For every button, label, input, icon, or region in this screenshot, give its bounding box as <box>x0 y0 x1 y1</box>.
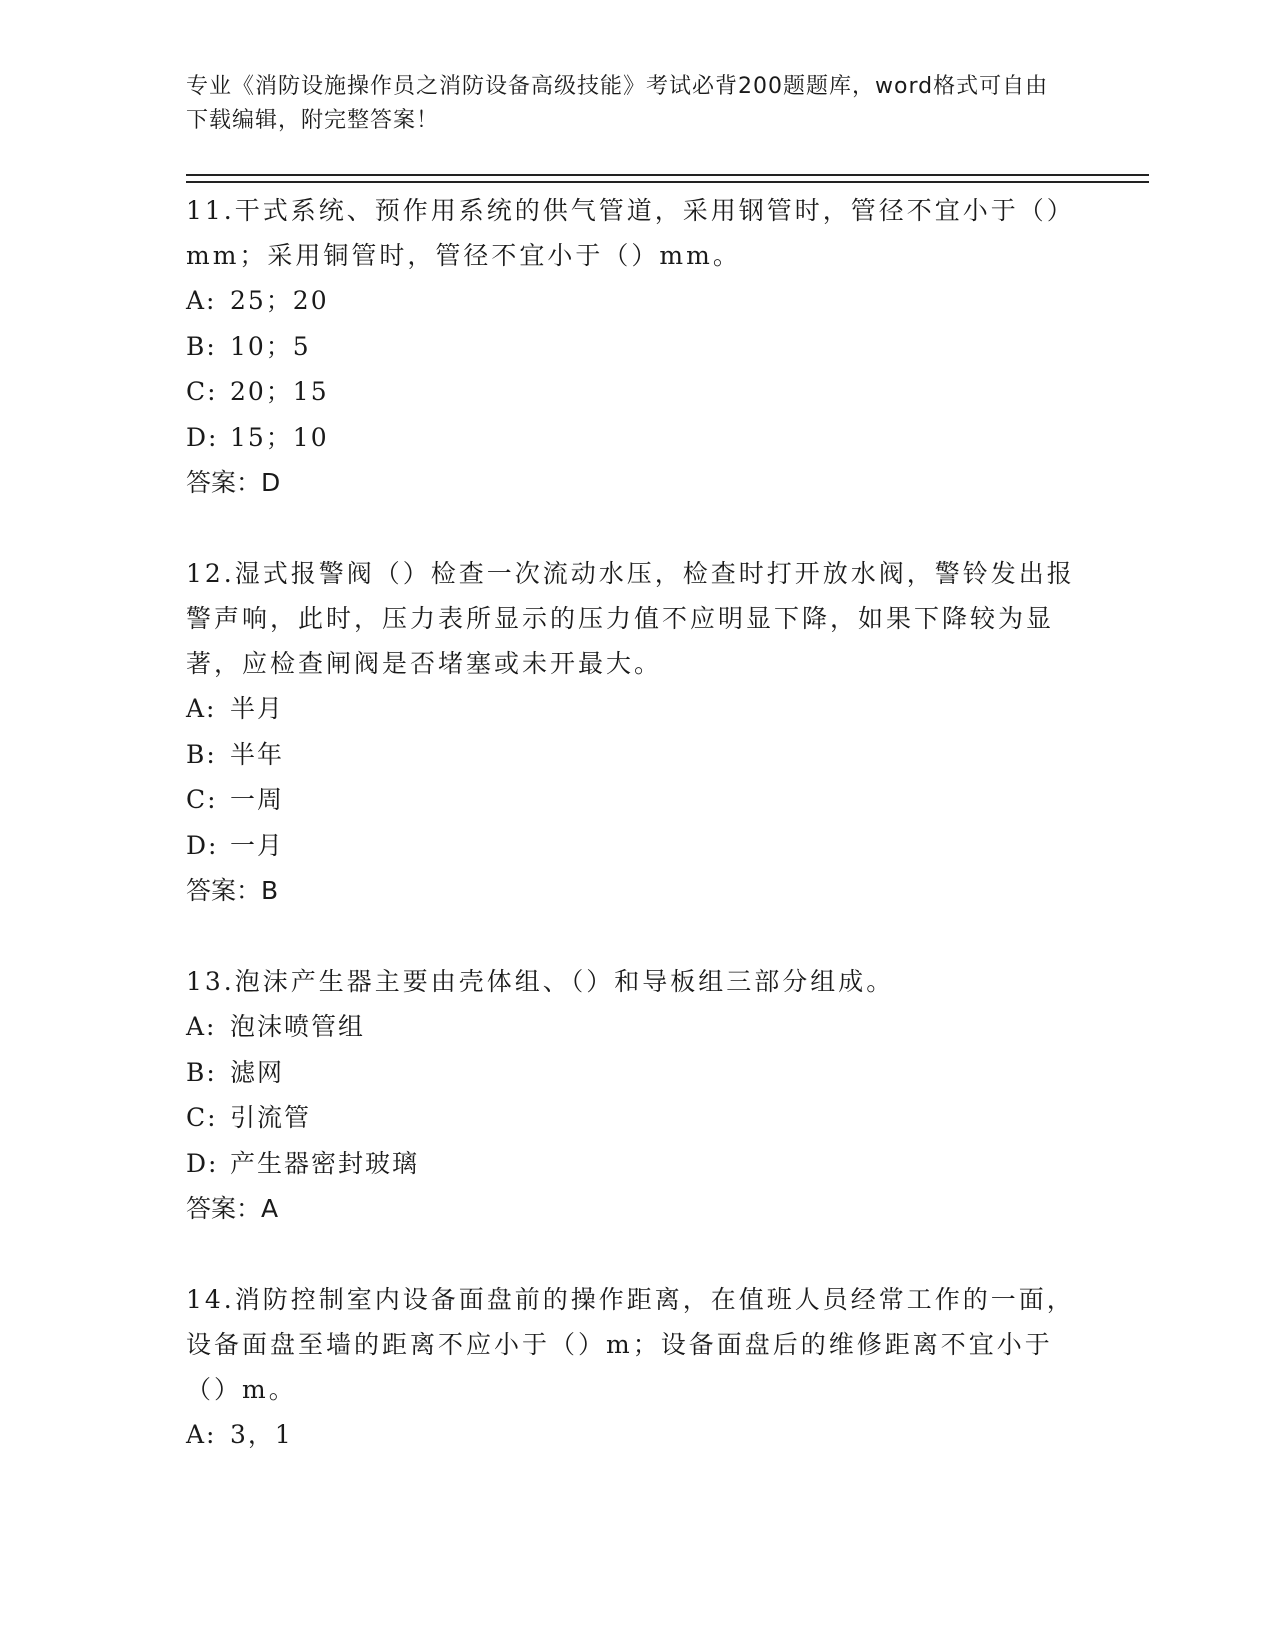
option-d <box>186 415 1086 461</box>
option-text: 一月 <box>230 830 285 860</box>
option-text: 3，1 <box>230 1420 293 1449</box>
question-stem: 11.干式系统、预作用系统的供气管道，采用钢管时，管径不宜小于（）mm；采用铜管时，管径不宜小于（）mm。 <box>186 196 1075 270</box>
option-key: B: <box>186 1057 217 1087</box>
question-12 <box>186 551 1086 913</box>
question-list <box>186 188 1086 1504</box>
option-key: D: <box>186 830 219 860</box>
option-a <box>186 278 1086 324</box>
option-text: 泡沫喷管组 <box>230 1012 366 1041</box>
option-a <box>186 686 1086 732</box>
answer-line: 答案：D <box>186 468 281 497</box>
header-rule-top <box>186 174 1149 176</box>
option-c <box>186 777 1086 823</box>
answer-line: 答案：B <box>186 876 279 905</box>
option-key: D: <box>186 1148 219 1178</box>
option-b <box>186 324 1086 370</box>
option-key: A: <box>186 286 217 315</box>
option-key: D: <box>186 422 219 452</box>
option-b <box>186 1050 1086 1096</box>
option-key: B: <box>186 331 217 361</box>
question-11 <box>186 188 1086 505</box>
option-key: A: <box>186 1012 217 1041</box>
option-text: 半月 <box>230 694 285 723</box>
answer-line: 答案：A <box>186 1194 279 1223</box>
option-text: 15；10 <box>230 422 329 452</box>
question-14 <box>186 1277 1086 1458</box>
header-rule-bottom <box>186 181 1149 183</box>
option-text: 半年 <box>230 739 285 769</box>
option-key: A: <box>186 694 217 723</box>
option-key: A: <box>186 1420 217 1449</box>
option-text: 25；20 <box>230 286 329 315</box>
option-key: B: <box>186 739 217 769</box>
option-d <box>186 1141 1086 1187</box>
option-text: 滤网 <box>230 1057 285 1087</box>
option-d <box>186 823 1086 869</box>
option-text: 20；15 <box>230 377 329 406</box>
question-stem: 13.泡沫产生器主要由壳体组、（）和导板组三部分组成。 <box>186 967 895 996</box>
option-a <box>186 1004 1086 1050</box>
question-13 <box>186 959 1086 1231</box>
question-stem: 12.湿式报警阀（）检查一次流动水压，检查时打开放水阀，警铃发出报警声响，此时，压力表所显示的压力值不应明显下降，如果下降较为显著，应检查闸阀是否堵塞或未开最大。 <box>186 559 1075 678</box>
option-c <box>186 1095 1086 1141</box>
option-text: 一周 <box>230 785 285 814</box>
option-b <box>186 732 1086 778</box>
question-stem: 14.消防控制室内设备面盘前的操作距离，在值班人员经常工作的一面，设备面盘至墙的距离不应小于（）m；设备面盘后的维修距离不宜小于（）m。 <box>186 1285 1075 1404</box>
option-c <box>186 369 1086 415</box>
option-text: 引流管 <box>230 1103 312 1132</box>
option-a <box>186 1412 1086 1458</box>
option-key: C: <box>186 377 218 406</box>
option-text: 10；5 <box>230 331 311 361</box>
document-header: 专业《消防设施操作员之消防设备高级技能》考试必背200题题库，word格式可自由下载编辑，附完整答案！ <box>186 74 1049 133</box>
option-key: C: <box>186 1103 218 1132</box>
option-text: 产生器密封玻璃 <box>230 1148 420 1178</box>
option-key: C: <box>186 785 218 814</box>
